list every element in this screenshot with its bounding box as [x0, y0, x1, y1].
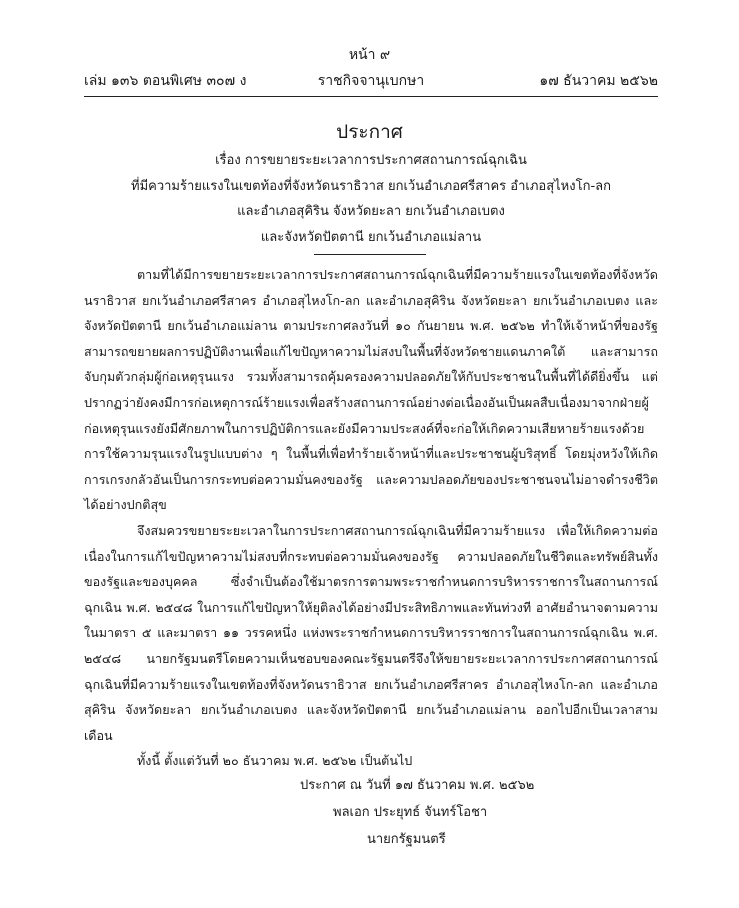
body-paragraph: จึงสมควรขยายระยะเวลาในการประกาศสถานการณ์ฉุกเฉินที่มีความร้ายแรง เพื่อให้เกิดความต่อเนื่องในการแก้ไขปัญหาความไม่สงบที่กระทบต่อความมั่นคงของรัฐ ความปลอดภัยในชีวิตและทรัพย์สินทั้งของรัฐและของบุคคล ซึ่งจำเป็นต้องใช้มาตรการตามพระราชกำหนดการบริหารราชการในสถานการณ์ฉุกเฉิน พ.ศ. ๒๕๔๘ ในการแก้ไขปัญหาให้ยุติลงได้อย่างมีประสิทธิภาพและทันท่วงที อาศัยอำนาจตามความในมาตรา ๕ และมาตรา ๑๑ วรรคหนึ่ง แห่งพระราชกำหนดการบริหารราชการในสถานการณ์ฉุกเฉิน พ.ศ. ๒๕๔๘ นายกรัฐมนตรีโดยความเห็นชอบของคณะรัฐมนตรีจึงให้ขยายระยะเวลาการประกาศสถานการณ์ฉุกเฉินที่มีความร้ายแรงในเขตท้องที่จังหวัดนราธิวาส ยกเว้นอำเภอศรีสาคร อำเภอสุไหงโก-ลก และอำเภอสุคิริน จังหวัดยะลา ยกเว้นอำเภอเบตง และจังหวัดปัตตานี ยกเว้นอำเภอแม่ลาน ออกไปอีกเป็นเวลาสามเดือน	[84, 522, 658, 743]
issue-date: ๑๗ ธันวาคม ๒๕๖๒	[539, 73, 658, 89]
subject-line: และอำเภอสุคิริน จังหวัดยะลา ยกเว้นอำเภอเบตง	[237, 204, 505, 219]
announcement-body	[84, 262, 658, 774]
signatory-position: นายกรัฐมนตรี	[367, 832, 446, 847]
volume-issue: เล่ม ๑๓๖ ตอนพิเศษ ๓๐๗ ง	[84, 73, 247, 89]
effective-date-paragraph: ทั้งนี้ ตั้งแต่วันที่ ๒๐ ธันวาคม พ.ศ. ๒๕๖๒ เป็นต้นไป	[137, 753, 413, 769]
gazette-header	[84, 70, 658, 94]
title-divider	[314, 254, 426, 255]
document-title: ประกาศ	[336, 121, 403, 143]
subject-line: และจังหวัดปัตตานี ยกเว้นอำเภอแม่ลาน	[260, 229, 482, 245]
announcement-date: ประกาศ ณ วันที่ ๑๗ ธันวาคม พ.ศ. ๒๕๖๒	[300, 778, 535, 793]
page-number: หน้า ๙	[348, 47, 391, 63]
subject-line: ที่มีความร้ายแรงในเขตท้องที่จังหวัดนราธิวาส ยกเว้นอำเภอศรีสาคร อำเภอสุไหงโก-ลก	[131, 178, 611, 194]
subject-line: เรื่อง การขยายระยะเวลาการประกาศสถานการณ์ฉุกเฉิน	[215, 153, 527, 168]
body-paragraph: ตามที่ได้มีการขยายระยะเวลาการประกาศสถานการณ์ฉุกเฉินที่มีความร้ายแรงในเขตท้องที่จังหวัดนราธิวาส ยกเว้นอำเภอศรีสาคร อำเภอสุไหงโก-ลก และอำเภอสุคิริน จังหวัดยะลา ยกเว้นอำเภอเบตง และจังหวัดปัตตานี ยกเว้นอำเภอแม่ลาน ตามประกาศลงวันที่ ๑๐ กันยายน พ.ศ. ๒๕๖๒ ทำให้เจ้าหน้าที่ของรัฐสามารถขยายผลการปฏิบัติงานเพื่อแก้ไขปัญหาความไม่สงบในพื้นที่จังหวัดชายแดนภาคใต้ และสามารถจับกุมตัวกลุ่มผู้ก่อเหตุรุนแรง รวมทั้งสามารถคุ้มครองความปลอดภัยให้กับประชาชนในพื้นที่ได้ดียิ่งขึ้น แต่ปรากฏว่ายังคงมีการก่อเหตุการณ์ร้ายแรงเพื่อสร้างสถานการณ์อย่างต่อเนื่องอันเป็นผลสืบเนื่องมาจากฝ่ายผู้ก่อเหตุรุนแรงยังมีศักยภาพในการปฏิบัติการและยังมีความประสงค์ที่จะก่อให้เกิดความเสียหายร้ายแรงด้วยการใช้ความรุนแรงในรูปแบบต่าง ๆ ในพื้นที่เพื่อทำร้ายเจ้าหน้าที่และประชาชนผู้บริสุทธิ์ โดยมุ่งหวังให้เกิดการเกรงกลัวอันเป็นการกระทบต่อความมั่นคงของรัฐ และความปลอดภัยของประชาชนจนไม่อาจดำรงชีวิตได้อย่างปกติสุข	[84, 267, 658, 513]
header-divider	[84, 96, 658, 97]
signatory-name: พลเอก ประยุทธ์ จันทร์โอชา	[333, 805, 488, 820]
gazette-name: ราชกิจจานุเบกษา	[317, 73, 425, 89]
subject-block	[84, 148, 658, 250]
